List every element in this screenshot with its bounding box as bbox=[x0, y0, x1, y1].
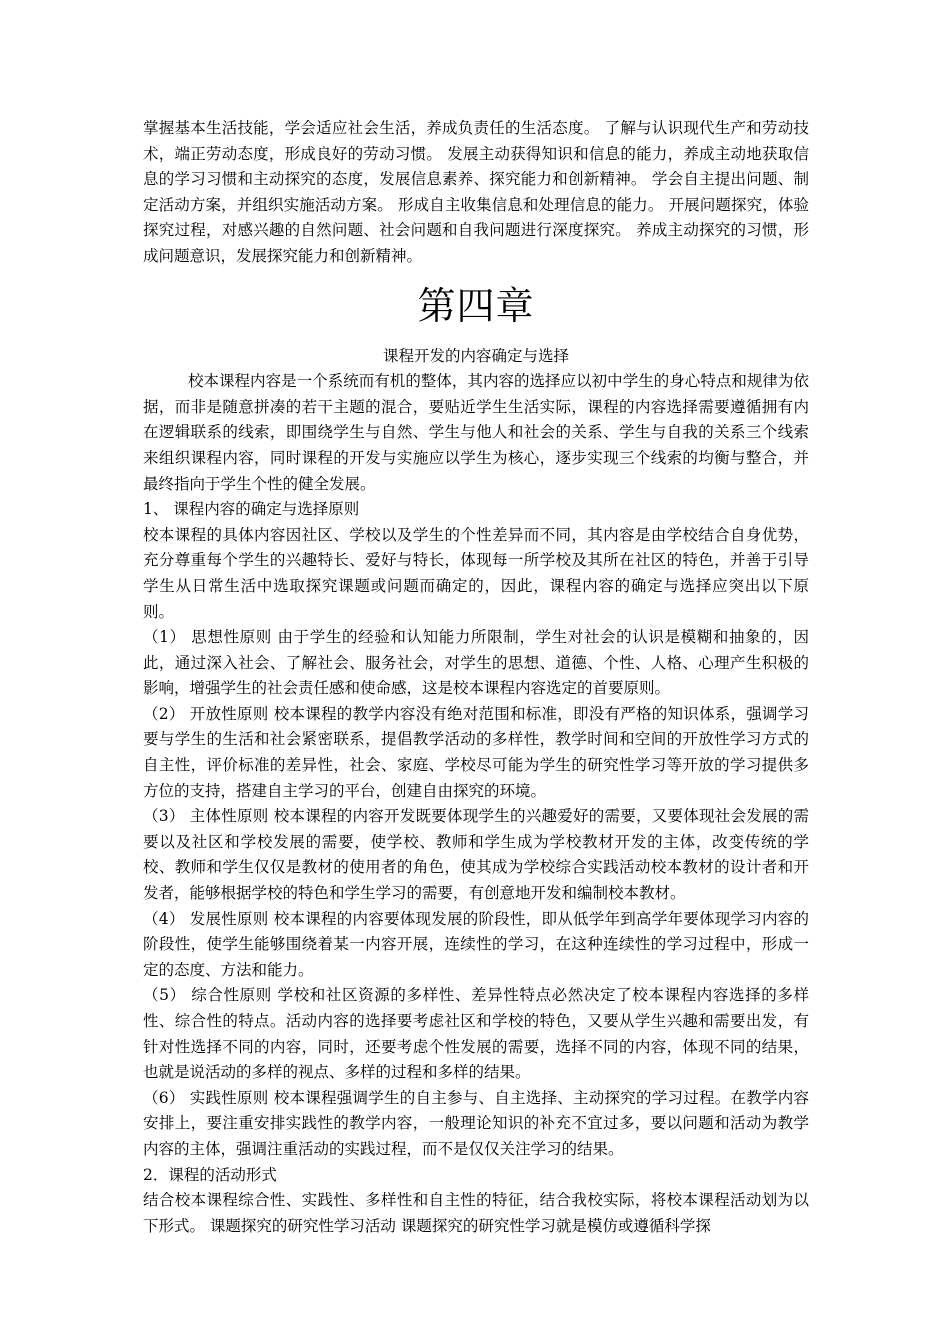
section-intro-paragraph: 校本课程内容是一个系统而有机的整体，其内容的选择应以初中学生的身心特点和规律为依据，而非是随意拼凑的若干主题的混合，要贴近学生生活实际，课程的内容选择需要遵循拥有内在逻辑联系的线索，即围绕学生与自然、学生与他人和社会的关系、学生与自我的关系三个线索来组织课程内容，同时课程的开发与实施应以学生为核心，逐步实现三个线索的均衡与整合，并最终指向于学生个性的健全发展。 bbox=[143, 372, 809, 493]
document-body bbox=[143, 116, 809, 1239]
heading-principles: 1、 课程内容的确定与选择原则 bbox=[143, 500, 360, 519]
principle-ideological: （1） 思想性原则 由于学生的经验和认知能力所限制，学生对社会的认识是模糊和抽象的，因此，通过深入社会、了解社会、服务社会，对学生的思想、道德、个性、人格、心理产生积极的影响，增强学生的社会责任感和使命感，这是校本课程内容选定的首要原则。 bbox=[143, 628, 809, 698]
principle-development: （4） 发展性原则 校本课程的内容要体现发展的阶段性，即从低学年到高学年要体现学习内容的阶段性，使学生能够围绕着某一内容开展，连续性的学习，在这种连续性的学习过程中，形成一定的态度、方法和能力。 bbox=[143, 909, 809, 979]
activity-forms-paragraph: 结合校本课程综合性、实践性、多样性和自主性的特征，结合我校实际，将校本课程活动划为以下形式。 课题探究的研究性学习活动 课题探究的研究性学习就是模仿或遵循科学探 bbox=[143, 1191, 809, 1235]
intro-paragraph: 掌握基本生活技能，学会适应社会生活，养成负责任的生活态度。 了解与认识现代生产和劳动技术，端正劳动态度，形成良好的劳动习惯。 发展主动获得知识和信息的能力，养成主动地获取信息的学习习惯和主动探究的态度，发展信息素养、探究能力和创新精神。 学会自主提出问题、制定活动方案，并组织实施活动方案。 形成自主收集信息和处理信息的能力。 开展问题探究，体验探究过程，对感兴趣的自然问题、社会问题和自我问题进行深度探究。 养成主动探究的习惯，形成问题意识，发展探究能力和创新精神。 bbox=[143, 119, 809, 265]
principle-openness: （2） 开放性原则 校本课程的教学内容没有绝对范围和标准，即没有严格的知识体系，强调学习要与学生的生活和社会紧密联系，提倡教学活动的多样性，教学时间和空间的开放性学习方式的自主性，评价标准的差异性，社会、家庭、学校尽可能为学生的研究性学习等开放的学习提供多方位的支持，搭建自主学习的平台，创建自由探究的环境。 bbox=[143, 704, 809, 800]
principle-practical: （6） 实践性原则 校本课程强调学生的自主参与、自主选择、主动探究的学习过程。在教学内容安排上，要注重安排实践性的教学内容，一般理论知识的补充不宜过多，要以问题和活动为教学内容的主体，强调注重活动的实践过程，而不是仅仅关注学习的结果。 bbox=[143, 1088, 809, 1158]
principles-intro-paragraph: 校本课程的具体内容因社区、学校以及学生的个性差异而不同，其内容是由学校结合自身优势，充分尊重每个学生的兴趣特长、爱好与特长，体现每一所学校及其所在社区的特色，并善于引导学生从日常生活中选取探究课题或问题而确定的，因此，课程内容的确定与选择应突出以下原则。 bbox=[143, 525, 809, 621]
section-title: 课程开发的内容确定与选择 bbox=[382, 346, 569, 365]
chapter-title: 第四章 bbox=[417, 283, 535, 328]
principle-subjectivity: （3） 主体性原则 校本课程的内容开发既要体现学生的兴趣爱好的需要，又要体现社会发展的需要以及社区和学校发展的需要，使学校、教师和学生成为学校教材开发的主体，改变传统的学校、教师和学生仅仅是教材的使用者的角色，使其成为学校综合实践活动校本教材的设计者和开发者，能够根据学校的特色和学生学习的需要，有创意地开发和编制校本教材。 bbox=[143, 807, 809, 903]
heading-activity-forms: 2．课程的活动形式 bbox=[143, 1165, 277, 1184]
principle-comprehensive: （5） 综合性原则 学校和社区资源的多样性、差异性特点必然决定了校本课程内容选择的多样性、综合性的特点。活动内容的选择要考虑社区和学校的特色，又要从学生兴趣和需要出发，有针对性选择不同的内容，同时，还要考虑个性发展的需要，选择不同的内容，体现不同的结果，也就是说活动的多样的视点、多样的过程和多样的结果。 bbox=[143, 986, 809, 1082]
